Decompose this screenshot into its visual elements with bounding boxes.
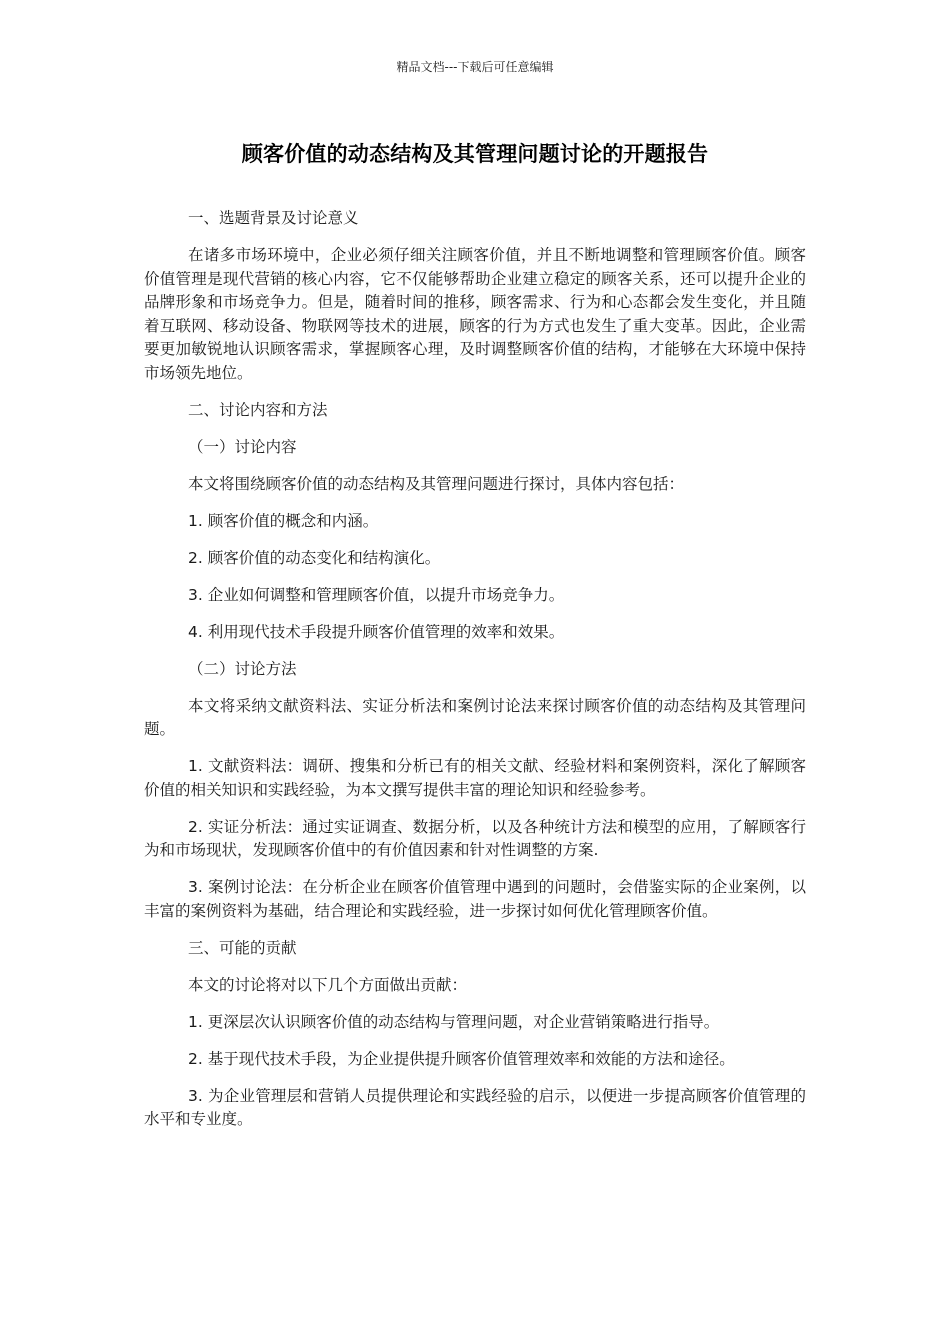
list-item-method-1: 1. 文献资料法：调研、搜集和分析已有的相关文献、经验材料和案例资料，深化了解顾客价值的相关知识和实践经验，为本文撰写提供丰富的理论知识和经验参考。 — [144, 757, 806, 799]
list-item-contribution-3: 3. 为企业管理层和营销人员提供理论和实践经验的启示，以便进一步提高顾客价值管理的水平和专业度。 — [144, 1086, 806, 1128]
list-item-method-3: 3. 案例讨论法：在分析企业在顾客价值管理中遇到的问题时，会借鉴实际的企业案例，以丰富的案例资料为基础，结合理论和实践经验，进一步探讨如何优化管理顾客价值。 — [144, 878, 806, 920]
list-item-content-1: 1. 顾客价值的概念和内涵。 — [188, 511, 379, 530]
paragraph-contribution-intro: 本文的讨论将对以下几个方面做出贡献： — [188, 975, 468, 994]
list-item-content-4: 4. 利用现代技术手段提升顾客价值管理的效率和效果。 — [188, 622, 565, 641]
subheading-method: （二）讨论方法 — [188, 659, 297, 678]
document-body — [144, 207, 806, 1145]
list-item-content-3: 3. 企业如何调整和管理顾客价值，以提升市场竞争力。 — [188, 585, 565, 604]
subheading-content: （一）讨论内容 — [188, 437, 297, 456]
list-item-content-2: 2. 顾客价值的动态变化和结构演化。 — [188, 548, 441, 567]
page-header: 精品文档---下载后可任意编辑 — [396, 60, 554, 74]
section-heading-background: 一、选题背景及讨论意义 — [188, 209, 359, 227]
list-item-method-2: 2. 实证分析法：通过实证调查、数据分析，以及各种统计方法和模型的应用，了解顾客行为和市场现状，发现顾客价值中的有价值因素和针对性调整的方案. — [144, 817, 806, 859]
paragraph-method-intro: 本文将采纳文献资料法、实证分析法和案例讨论法来探讨顾客价值的动态结构及其管理问题。 — [144, 696, 806, 738]
list-item-contribution-2: 2. 基于现代技术手段，为企业提供提升顾客价值管理效率和效能的方法和途径。 — [188, 1049, 735, 1068]
document-title: 顾客价值的动态结构及其管理问题讨论的开题报告 — [241, 142, 709, 166]
paragraph-background: 在诸多市场环境中，企业必须仔细关注顾客价值，并且不断地调整和管理顾客价值。顾客价值管理是现代营销的核心内容，它不仅能够帮助企业建立稳定的顾客关系，还可以提升企业的品牌形象和市场竞争力。但是，随着时间的推移，顾客需求、行为和心态都会发生变化，并且随着互联网、移动设备、物联网等技术的进展，顾客的行为方式也发生了重大变革。因此，企业需要更加敏锐地认识顾客需求，掌握顾客心理，及时调整顾客价值的结构，才能够在大环境中保持市场领先地位。 — [144, 246, 806, 382]
paragraph-content-intro: 本文将围绕顾客价值的动态结构及其管理问题进行探讨，具体内容包括： — [188, 474, 685, 493]
section-heading-contribution: 三、可能的贡献 — [188, 938, 297, 957]
list-item-contribution-1: 1. 更深层次认识顾客价值的动态结构与管理问题，对企业营销策略进行指导。 — [188, 1012, 720, 1031]
section-heading-content-method: 二、讨论内容和方法 — [188, 400, 328, 419]
